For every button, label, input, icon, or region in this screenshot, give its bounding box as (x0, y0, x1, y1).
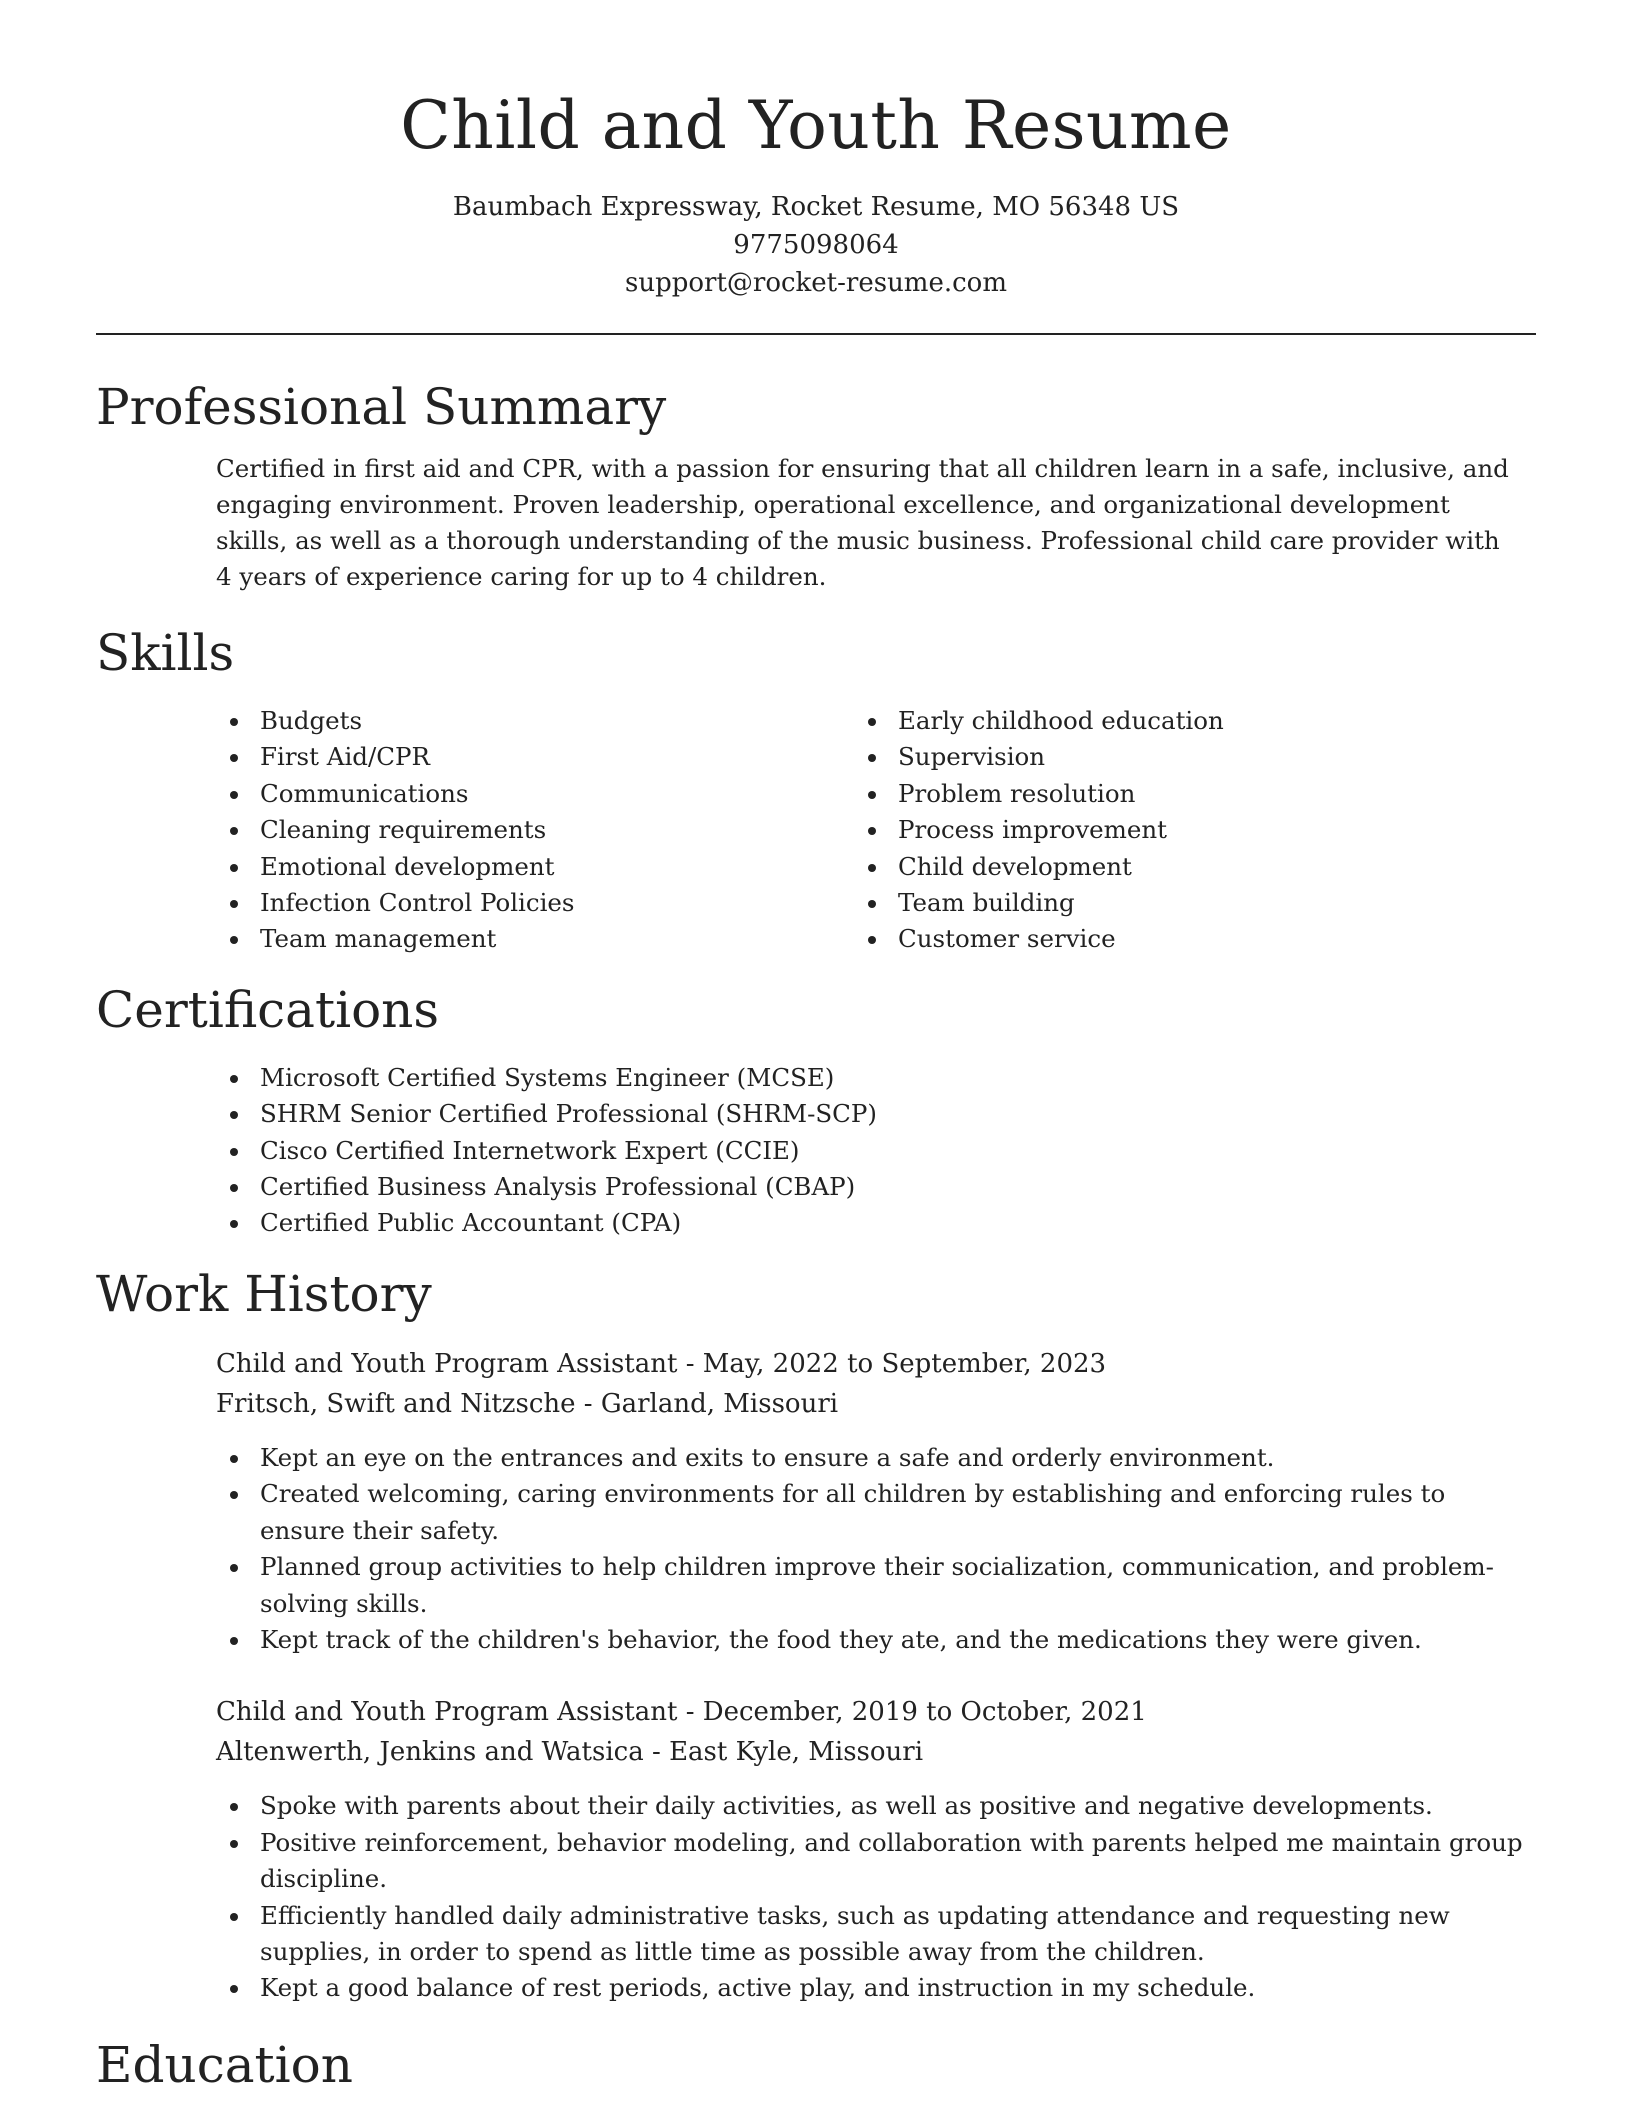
certifications-list (260, 1060, 1536, 1242)
job-company-line: Altenwerth, Jenkins and Watsica - East Kyle, Missouri (216, 1737, 924, 1768)
skill-item: Supervision (898, 739, 1536, 775)
job-entry (216, 1692, 1536, 2006)
education-heading: Education (96, 2035, 353, 2094)
job-bullet: Kept a good balance of rest periods, active play, and instruction in my schedule. (260, 1970, 1536, 2006)
bullet-icon (230, 1184, 238, 1192)
skill-item: Team building (898, 885, 1536, 921)
bullet-icon (230, 754, 238, 762)
skill-item: Infection Control Policies (260, 885, 898, 921)
job-bullets (260, 1788, 1536, 2006)
certification-item: SHRM Senior Certified Professional (SHRM-SCP) (260, 1096, 1536, 1132)
bullet-icon (230, 1075, 238, 1083)
bullet-icon (230, 864, 238, 872)
job-company-line: Fritsch, Swift and Nitzsche - Garland, Missouri (216, 1388, 839, 1419)
skills-column-left (260, 703, 898, 958)
address: Baumbach Expressway, Rocket Resume, MO 56348 US (452, 192, 1180, 222)
job-dates: May, 2022 to September, 2023 (702, 1348, 1107, 1379)
skill-item: Problem resolution (898, 776, 1536, 812)
skill-item: Budgets (260, 703, 898, 739)
bullet-icon (230, 1220, 238, 1228)
header-divider (96, 333, 1536, 335)
skills-heading: Skills (96, 624, 235, 682)
job-dates: December, 2019 to October, 2021 (702, 1697, 1147, 1728)
bullet-icon (868, 718, 876, 726)
skill-item: Emotional development (260, 849, 898, 885)
certification-item: Certified Business Analysis Professional (CBAP) (260, 1169, 1536, 1205)
bullet-icon (868, 900, 876, 908)
skill-item: Communications (260, 776, 898, 812)
summary-text: Certified in first aid and CPR, with a passion for ensuring that all children learn in a safe, inclusive, and engaging environment. Proven leadership, operational excellence, and organizational development skills, as well as a thorough understanding of the music business. Professional child care provider with 4 years of experience caring for up to 4 children. (216, 454, 1509, 591)
bullet-icon (230, 1637, 238, 1645)
job-company: Fritsch, Swift and Nitzsche (216, 1388, 576, 1419)
skill-item: Team management (260, 921, 898, 957)
email: support@rocket-resume.com (624, 268, 1007, 298)
bullet-icon (230, 1564, 238, 1572)
bullet-icon (230, 718, 238, 726)
certifications-heading: Certifications (96, 980, 440, 1039)
phone: 9775098064 (733, 230, 899, 260)
job-title-line: Child and Youth Program Assistant - May, 2022 to September, 2023 (216, 1348, 1107, 1379)
bullet-icon (230, 1913, 238, 1921)
skill-item: Early childhood education (898, 703, 1536, 739)
skills-list (96, 703, 1536, 958)
bullet-icon (230, 900, 238, 908)
bullet-icon (230, 1111, 238, 1119)
bullet-icon (230, 1840, 238, 1848)
certification-item: Microsoft Certified Systems Engineer (MCSE) (260, 1060, 1536, 1096)
job-location: Garland, Missouri (600, 1388, 839, 1419)
contact-block (96, 188, 1536, 302)
job-bullet: Spoke with parents about their daily activities, as well as positive and negative developments. (260, 1788, 1536, 1824)
job-entry (216, 1344, 1536, 1658)
bullet-icon (230, 936, 238, 944)
job-role: Child and Youth Program Assistant (216, 1697, 678, 1728)
job-role: Child and Youth Program Assistant (216, 1348, 678, 1379)
job-bullet: Planned group activities to help children improve their socialization, communication, and problem-solving skills. (260, 1549, 1536, 1622)
bullet-icon (230, 827, 238, 835)
skill-item: Cleaning requirements (260, 812, 898, 848)
job-company: Altenwerth, Jenkins and Watsica (216, 1737, 644, 1768)
resume-title: Child and Youth Resume (400, 87, 1232, 164)
bullet-icon (868, 864, 876, 872)
resume-page (96, 0, 1536, 2095)
job-location: East Kyle, Missouri (669, 1737, 924, 1768)
work-history-heading: Work History (96, 1264, 432, 1323)
job-bullet: Kept an eye on the entrances and exits to ensure a safe and orderly environment. (260, 1440, 1536, 1476)
bullet-icon (230, 791, 238, 799)
skill-item: Child development (898, 849, 1536, 885)
bullet-icon (868, 791, 876, 799)
job-title-line: Child and Youth Program Assistant - December, 2019 to October, 2021 (216, 1697, 1147, 1728)
job-bullet: Efficiently handled daily administrative tasks, such as updating attendance and requesting new supplies, in order to spend as little time as possible away from the children. (260, 1898, 1536, 1971)
bullet-icon (230, 1985, 238, 1993)
certification-item: Cisco Certified Internetwork Expert (CCIE) (260, 1133, 1536, 1169)
job-bullet: Positive reinforcement, behavior modeling, and collaboration with parents helped me maintain group discipline. (260, 1825, 1536, 1898)
job-bullet: Created welcoming, caring environments for all children by establishing and enforcing rules to ensure their safety. (260, 1476, 1536, 1549)
certification-item: Certified Public Accountant (CPA) (260, 1205, 1536, 1241)
job-bullets (260, 1440, 1536, 1658)
bullet-icon (230, 1491, 238, 1499)
summary-heading: Professional Summary (96, 378, 667, 436)
skill-item: Customer service (898, 921, 1536, 957)
skill-item: First Aid/CPR (260, 739, 898, 775)
skills-column-right (898, 703, 1536, 958)
bullet-icon (230, 1803, 238, 1811)
bullet-icon (230, 1148, 238, 1156)
job-bullet: Kept track of the children's behavior, the food they ate, and the medications they were given. (260, 1622, 1536, 1658)
bullet-icon (230, 1455, 238, 1463)
skill-item: Process improvement (898, 812, 1536, 848)
